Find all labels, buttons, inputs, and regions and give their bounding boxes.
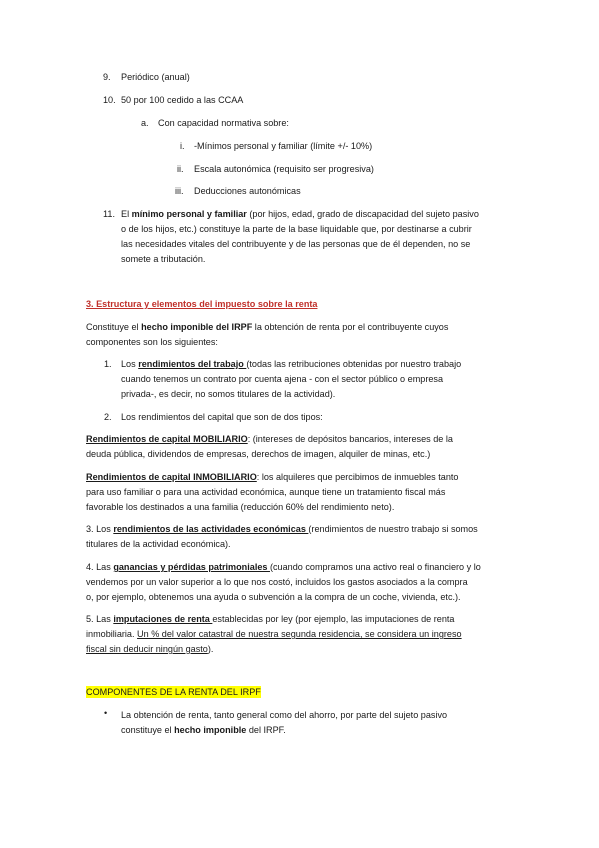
sublist-text: Con capacidad normativa sobre: [158, 118, 289, 128]
roman-item-text: -Mínimos personal y familiar (límite +/- 10%) [194, 141, 373, 151]
underlined-phrase: fiscal sin deducir ningún gasto [86, 644, 208, 654]
list-number: 10. [103, 95, 116, 105]
list-number: 9. [103, 72, 111, 82]
paragraph-line: Los rendimientos del trabajo (todas las retribuciones obtenidas por nuestro trabajo [121, 359, 462, 369]
bold-term: hecho imponible [174, 725, 247, 735]
paragraph-line: Los rendimientos del capital que son de dos tipos: [121, 412, 323, 422]
sublist-letter: a. [141, 118, 149, 128]
list-item-text: Periódico (anual) [121, 72, 190, 82]
paragraph-line: para uso familiar o para una actividad económica, aunque tiene un tratamiento fiscal más [86, 487, 446, 497]
list-number: 2. [104, 412, 112, 422]
underlined-term: rendimientos de las actividades económicas [113, 524, 309, 534]
roman-number: iii. [175, 186, 184, 196]
paragraph-line: 3. Los rendimientos de las actividades económicas (rendimientos de nuestro trabajo si somos [86, 524, 478, 534]
paragraph-line: Rendimientos de capital INMOBILIARIO: los alquileres que percibimos de inmuebles tanto [86, 472, 459, 482]
paragraph-line: componentes son los siguientes: [86, 337, 218, 347]
paragraph-line: somete a tributación. [121, 254, 206, 264]
paragraph-line: El mínimo personal y familiar (por hijos, edad, grado de discapacidad del sujeto pasivo [121, 209, 479, 219]
underlined-term: imputaciones de renta [113, 614, 213, 624]
section-heading: 3. Estructura y elementos del impuesto sobre la renta [86, 299, 318, 309]
roman-item-text: Deducciones autonómicas [194, 186, 301, 196]
paragraph-line: 4. Las ganancias y pérdidas patrimoniales (cuando compramos una activo real o financiero y lo [86, 562, 481, 572]
paragraph-line: La obtención de renta, tanto general como del ahorro, por parte del sujeto pasivo [121, 710, 448, 720]
paragraph-line: Rendimientos de capital MOBILIARIO: (intereses de depósitos bancarios, intereses de la [86, 434, 453, 444]
paragraph-line: vendemos por un valor superior a lo que nos costó, incluidos los gastos asociados a la compra [86, 577, 468, 587]
list-number: 11. [103, 209, 115, 219]
paragraph-line: Constituye el hecho imponible del IRPF la obtención de renta por el contribuyente cuyos [86, 322, 449, 332]
underlined-term: Rendimientos de capital MOBILIARIO [86, 434, 248, 444]
bold-term: hecho imponible del IRPF [141, 322, 253, 332]
paragraph-line: 5. Las imputaciones de renta establecidas por ley (por ejemplo, las imputaciones de renta [86, 614, 455, 624]
paragraph-line: inmobiliaria. Un % del valor catastral de nuestra segunda residencia, se considera un ingreso [86, 629, 462, 639]
paragraph-line: fiscal sin deducir ningún gasto). [86, 644, 214, 654]
underlined-term: rendimientos del trabajo [138, 359, 247, 369]
paragraph-line: deuda pública, dividendos de empresas, derechos de imagen, alquiler de minas, etc.) [86, 449, 431, 459]
paragraph-line: o de los hijos, etc.) constituye la parte de la base liquidable que, por destinarse a cubrir [121, 224, 472, 234]
underlined-term: Rendimientos de capital INMOBILIARIO [86, 472, 257, 482]
paragraph-line: cuando tenemos un contrato por cuenta ajena - con el sector público o empresa [121, 374, 444, 384]
underlined-phrase: Un % del valor catastral de nuestra segunda residencia, se considera un ingreso [137, 629, 462, 639]
list-number: 1. [104, 359, 112, 369]
roman-number: ii. [177, 164, 184, 174]
highlighted-heading: COMPONENTES DE LA RENTA DEL IRPF [86, 687, 261, 697]
paragraph-line: o, por ejemplo, obtenemos una ayuda o subvención a la compra de un coche, vivienda, etc.). [86, 592, 461, 602]
paragraph-line: favorable los destinados a una familia (reducción 60% del rendimiento neto). [86, 502, 395, 512]
paragraph-line: titulares de la actividad económica). [86, 539, 231, 549]
bold-term: mínimo personal y familiar [131, 209, 247, 219]
roman-number: i. [180, 141, 185, 151]
bullet-icon: • [104, 708, 108, 718]
list-item-text: 50 por 100 cedido a las CCAA [121, 95, 244, 105]
paragraph-line: las necesidades vitales del contribuyente y de las personas que de él dependen, no se [121, 239, 471, 249]
paragraph-line: constituye el hecho imponible del IRPF. [121, 725, 286, 735]
paragraph-line: privada-, es decir, no somos titulares de la actividad). [121, 389, 336, 399]
underlined-term: ganancias y pérdidas patrimoniales [113, 562, 270, 572]
roman-item-text: Escala autonómica (requisito ser progresiva) [194, 164, 374, 174]
